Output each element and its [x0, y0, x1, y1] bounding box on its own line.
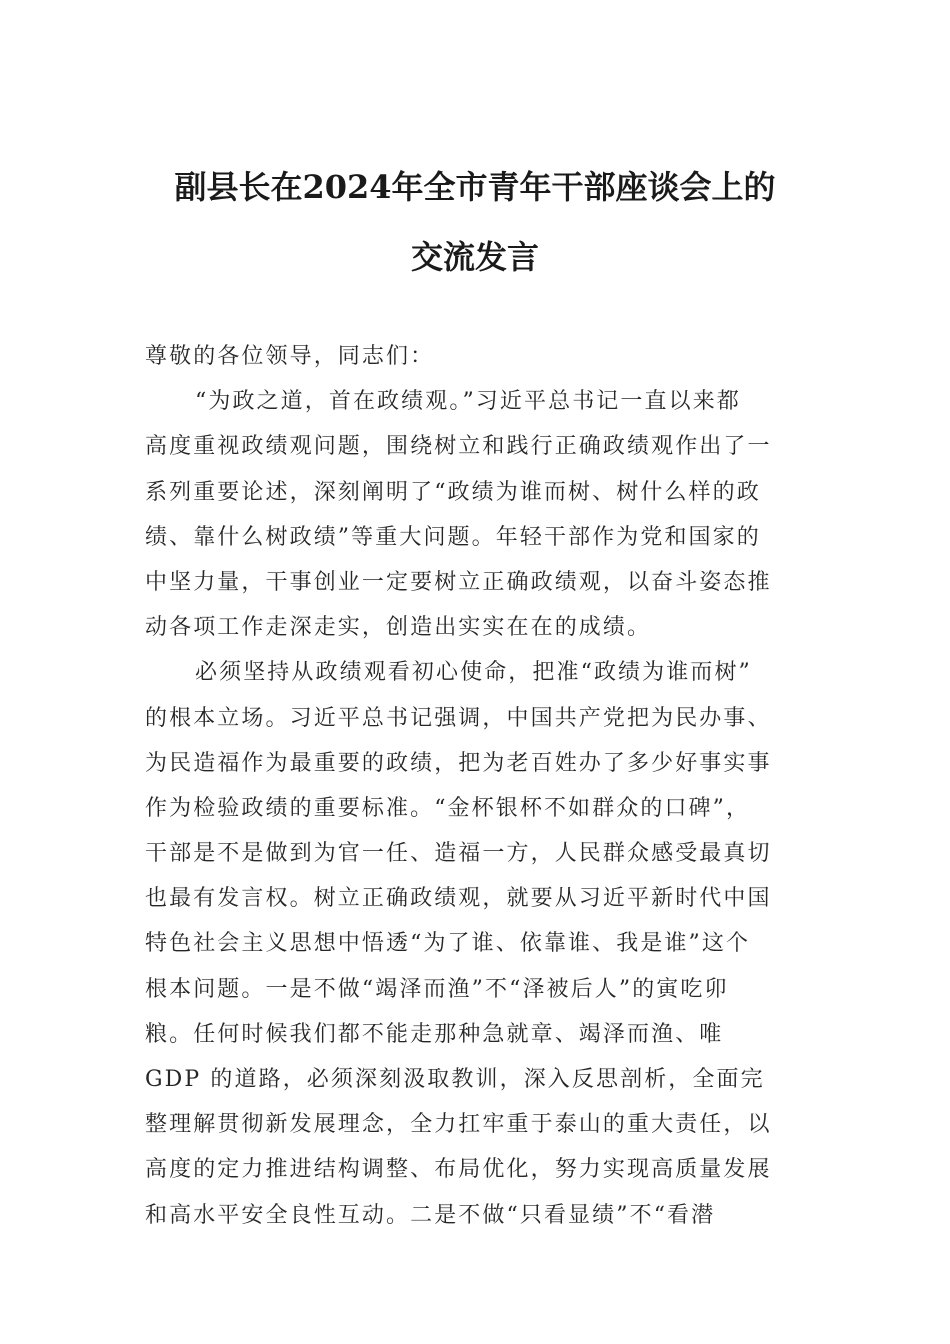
paragraph-line: 粮。任何时候我们都不能走那种急就章、竭泽而渔、唯	[145, 1021, 724, 1047]
paragraph-line: 中坚力量，干事创业一定要树立正确政绩观，以奋斗姿态推	[145, 569, 772, 595]
paragraph-line: 高度重视政绩观问题，围绕树立和践行正确政绩观作出了一	[145, 434, 772, 460]
document-body	[145, 334, 807, 1238]
paragraph-line: 为民造福作为最重要的政绩，把为老百姓办了多少好事实事	[145, 750, 772, 776]
paragraph-line: 也最有发言权。树立正确政绩观，就要从习近平新时代中国	[145, 886, 772, 912]
paragraph-line: 和高水平安全良性互动。二是不做“只看显绩”不“看潜	[145, 1202, 716, 1228]
salutation: 尊敬的各位领导，同志们：	[145, 344, 435, 369]
paragraph-line: 高度的定力推进结构调整、布局优化，努力实现高质量发展	[145, 1157, 772, 1183]
document-title-line-2: 交流发言	[410, 238, 539, 276]
document-title-line-1: 副县长在2024年全市青年干部座谈会上的	[174, 168, 776, 206]
paragraph-line: “为政之道，首在政绩观。”习近平总书记一直以来都	[195, 389, 741, 415]
paragraph-1	[145, 379, 807, 650]
paragraph-line: 根本问题。一是不做“竭泽而渔”不“泽被后人”的寅吃卯	[145, 976, 729, 1002]
paragraph-line: 特色社会主义思想中悟透“为了谁、依靠谁、我是谁”这个	[145, 931, 751, 957]
paragraph-line: GDP 的道路，必须深刻汲取教训，深入反思剖析，全面完	[145, 1067, 765, 1092]
paragraph-line: 的根本立场。习近平总书记强调，中国共产党把为民办事、	[145, 705, 772, 731]
paragraph-2	[145, 650, 807, 1237]
paragraph-line: 绩、靠什么树政绩”等重大问题。年轻干部作为党和国家的	[145, 524, 761, 550]
paragraph-line: 作为检验政绩的重要标准。“金杯银杯不如群众的口碑”，	[145, 795, 751, 821]
paragraph-line: 动各项工作走深走实，创造出实实在在的成绩。	[145, 615, 652, 641]
paragraph-line: 系列重要论述，深刻阐明了“政绩为谁而树、树什么样的政	[145, 479, 761, 505]
paragraph-line: 整理解贯彻新发展理念，全力扛牢重于泰山的重大责任，以	[145, 1112, 772, 1138]
paragraph-line: 干部是不是做到为官一任、造福一方，人民群众感受最真切	[145, 841, 772, 867]
paragraph-line: 必须坚持从政绩观看初心使命，把准“政绩为谁而树”	[195, 660, 752, 686]
